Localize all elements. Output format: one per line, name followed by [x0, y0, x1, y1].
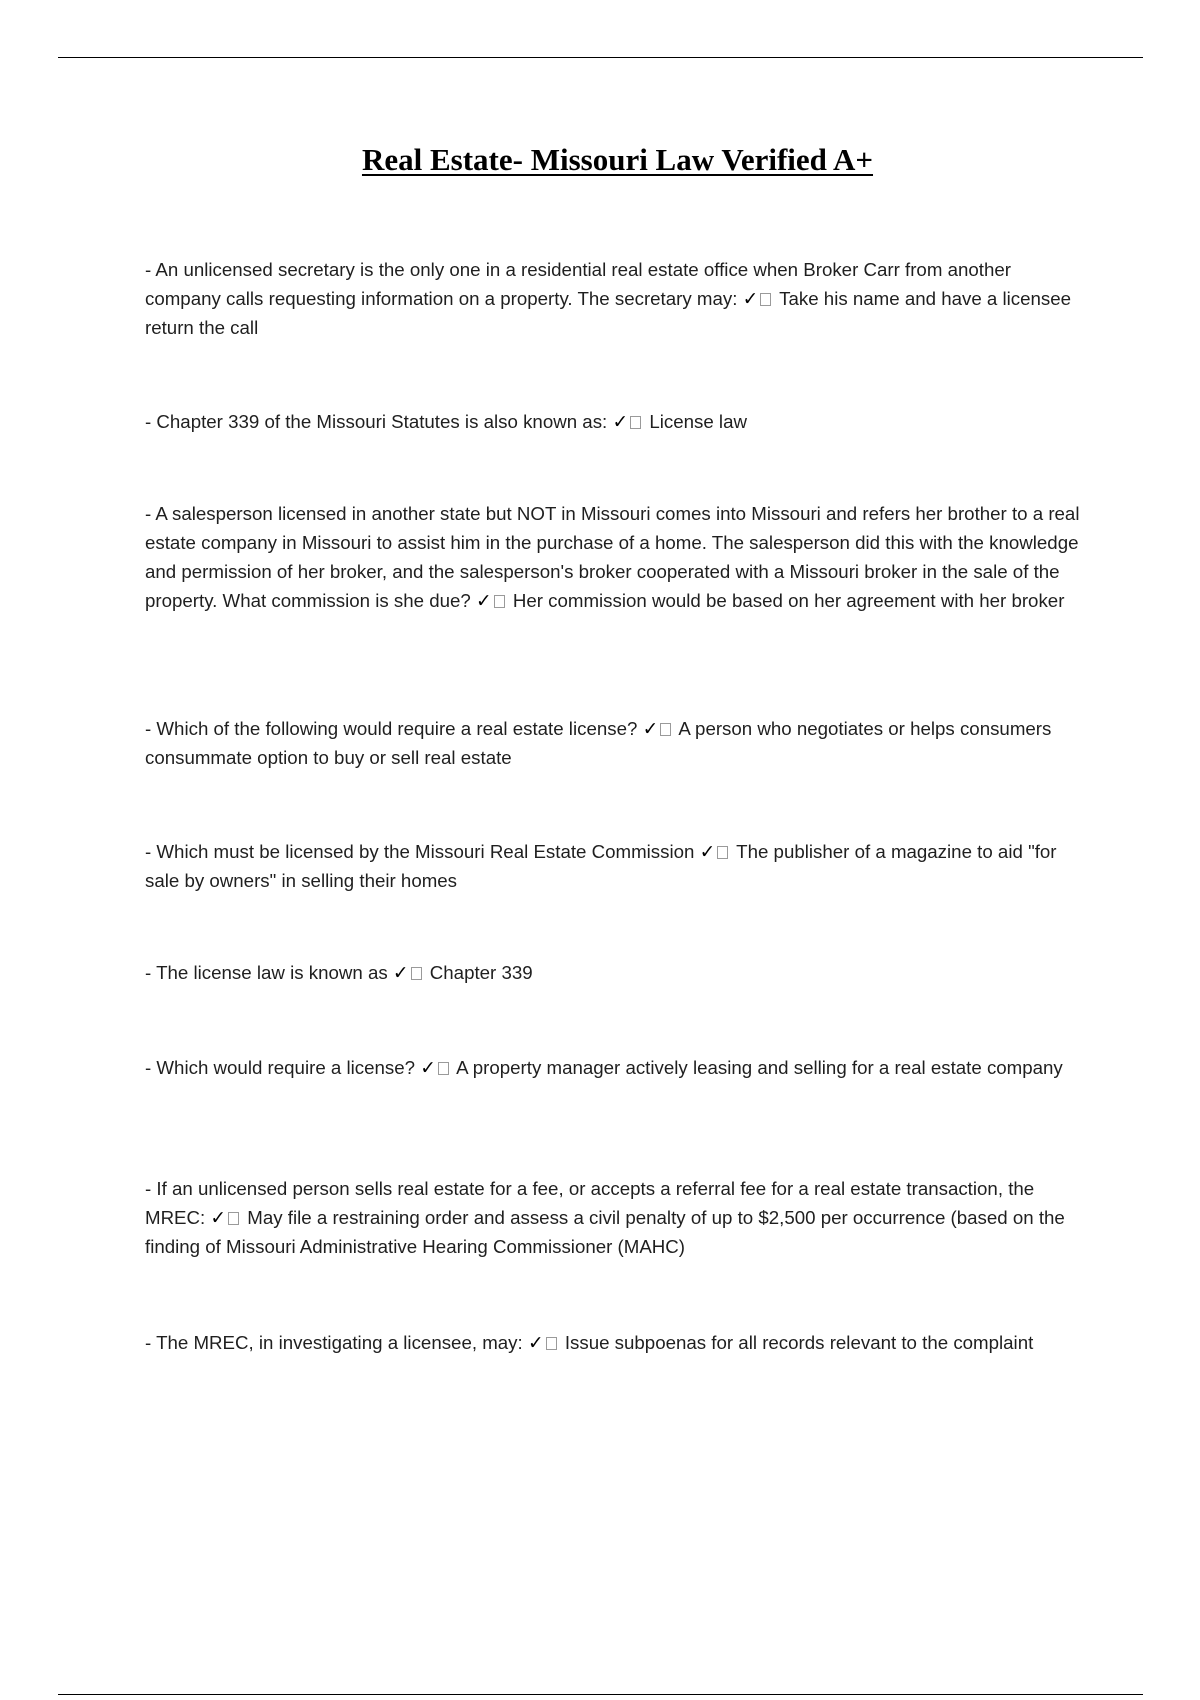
qa-question: The MREC, in investigating a licensee, may:: [156, 1332, 523, 1353]
qa-question: A salesperson licensed in another state but NOT in Missouri comes into Missouri and refers her brother to a real estate company in Missouri to assist him in the purchase of a home. The salesperson did this with the knowledge and permission of her broker, and the salesperson's broker cooperated with a Missouri broker in the sale of the property. What commission is she due?: [145, 503, 1080, 611]
qa-item-4: [145, 714, 1090, 772]
top-rule: [58, 57, 1143, 58]
qa-answer: May file a restraining order and assess a civil penalty of up to $2,500 per occurrence (based on the finding of Missouri Administrative Hearing Commissioner (MAHC): [145, 1207, 1065, 1257]
checkbox-icon: [546, 1337, 557, 1350]
qa-prefix: -: [145, 1178, 157, 1199]
qa-answer: A property manager actively leasing and selling for a real estate company: [456, 1057, 1063, 1078]
check-icon: ✓: [527, 1332, 544, 1353]
checkbox-icon: [660, 723, 671, 736]
qa-prefix: -: [145, 503, 156, 524]
qa-prefix: -: [145, 1332, 157, 1353]
qa-answer: A person who negotiates or helps consumers consummate option to buy or sell real estate: [145, 718, 1052, 768]
qa-question: Which must be licensed by the Missouri Real Estate Commission: [156, 841, 695, 862]
qa-question: Chapter 339 of the Missouri Statutes is also known as:: [156, 411, 608, 432]
check-icon: ✓: [420, 1057, 436, 1078]
qa-item-7: [145, 1053, 1090, 1082]
qa-question: An unlicensed secretary is the only one in a residential real estate office when Broker Carr from another company calls requesting information on a property. The secretary may:: [145, 259, 1011, 309]
qa-answer: Issue subpoenas for all records relevant to the complaint: [564, 1332, 1034, 1353]
qa-question: The license law is known as: [156, 962, 388, 983]
checkbox-icon: [438, 1062, 449, 1075]
qa-answer: The publisher of a magazine to aid "for sale by owners" in selling their homes: [145, 841, 1057, 891]
check-icon: ✓: [742, 288, 759, 309]
check-icon: ✓: [642, 718, 659, 739]
document-title: [0, 140, 1200, 180]
qa-item-8: [145, 1174, 1090, 1261]
check-icon: ✓: [612, 411, 629, 432]
checkbox-icon: [228, 1212, 239, 1225]
qa-item-3: [145, 499, 1090, 615]
qa-item-1: [145, 255, 1090, 342]
check-icon: ✓: [392, 962, 409, 983]
checkbox-icon: [717, 846, 728, 859]
qa-answer: Her commission would be based on her agreement with her broker: [512, 590, 1065, 611]
qa-item-6: [145, 958, 1090, 987]
check-icon: ✓: [475, 590, 492, 611]
checkbox-icon: [630, 416, 641, 429]
qa-prefix: -: [145, 259, 156, 280]
qa-question: Which would require a license?: [156, 1057, 416, 1078]
checkbox-icon: [411, 967, 422, 980]
checkbox-icon: [760, 293, 771, 306]
check-icon: ✓: [699, 841, 716, 862]
checkbox-icon: [494, 595, 505, 608]
qa-answer: License law: [649, 411, 747, 432]
qa-prefix: -: [145, 962, 157, 983]
qa-prefix: -: [145, 411, 157, 432]
document-title-text: Real Estate- Missouri Law Verified A+: [361, 142, 874, 177]
qa-question: If an unlicensed person sells real estate for a fee, or accepts a referral fee for a real estate transaction, the MREC:: [145, 1178, 1035, 1228]
qa-item-2: [145, 407, 1090, 436]
qa-item-9: [145, 1328, 1090, 1357]
qa-answer: Chapter 339: [429, 962, 533, 983]
bottom-rule: [58, 1694, 1143, 1695]
qa-answer: Take his name and have a licensee return the call: [145, 288, 1072, 338]
qa-question: Which of the following would require a real estate license?: [156, 718, 638, 739]
qa-prefix: -: [145, 841, 157, 862]
check-icon: ✓: [210, 1207, 227, 1228]
qa-prefix: -: [145, 1057, 157, 1078]
qa-prefix: -: [145, 718, 157, 739]
qa-item-5: [145, 837, 1090, 895]
